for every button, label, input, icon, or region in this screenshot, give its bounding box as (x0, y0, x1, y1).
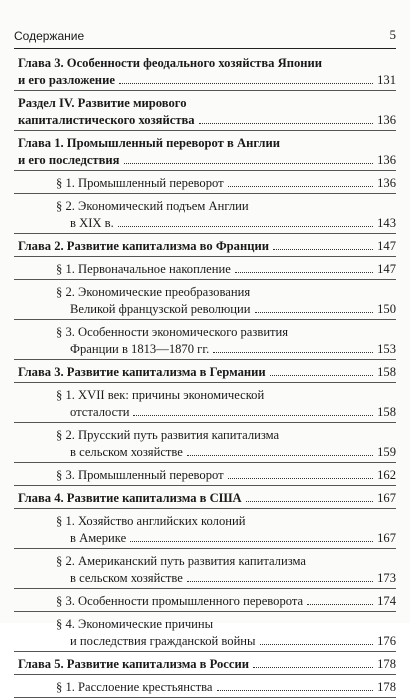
toc-entry-page: 178 (377, 680, 396, 694)
toc-entry-title-line: § 3. Особенности промышленного переворота (56, 594, 304, 608)
toc-entry-page: 167 (377, 531, 396, 545)
table-of-contents (14, 51, 396, 698)
toc-entry-title-line: § 4. Экономические причины (56, 617, 214, 631)
toc-section-entry (14, 320, 396, 360)
toc-entry-title-line: отсталости (70, 405, 130, 419)
toc-entry-title-line: Великой французской революции (70, 302, 251, 316)
dot-leader (246, 501, 373, 502)
dot-leader (255, 312, 374, 313)
toc-entry-title-line: и его разложение (18, 73, 115, 87)
toc-entry-title-line: капиталистического хозяйства (18, 113, 195, 127)
toc-entry-page: 178 (377, 657, 396, 671)
toc-section-entry (14, 549, 396, 589)
toc-entry-page: 158 (377, 405, 396, 419)
dot-leader (199, 123, 374, 124)
toc-entry-title-line: в сельском хозяйстве (70, 445, 183, 459)
toc-entry-title-line: § 2. Экономический подъем Англии (56, 199, 249, 213)
toc-entry-title-line: в сельском хозяйстве (70, 571, 183, 585)
toc-entry-title-line: Глава 2. Развитие капитализма во Франции (18, 239, 269, 253)
toc-entry-title-line: § 1. Расслоение крестьянства (56, 680, 213, 694)
toc-entry-title-line: Глава 3. Особенности феодального хозяйства Японии (18, 56, 323, 70)
toc-entry-page: 176 (377, 634, 396, 648)
toc-entry-title-line: § 1. Первоначальное накопление (56, 262, 231, 276)
toc-entry-title-line: в Америке (70, 531, 127, 545)
toc-section-entry (14, 257, 396, 280)
toc-entry-page: 147 (377, 239, 396, 253)
dot-leader (213, 352, 373, 353)
toc-entry-page: 136 (377, 176, 396, 190)
toc-entry-title-line: Глава 5. Развитие капитализма в России (18, 657, 249, 671)
toc-chapter-entry (14, 234, 396, 257)
dot-leader (273, 249, 373, 250)
toc-section-entry (14, 675, 396, 698)
toc-entry-page: 136 (377, 113, 396, 127)
dot-leader (235, 272, 373, 273)
toc-entry-title-line: Глава 1. Промышленный переворот в Англии (18, 136, 280, 150)
toc-section-entry (14, 171, 396, 194)
toc-entry-title-line: Глава 4. Развитие капитализма в США (18, 491, 242, 505)
toc-entry-title-line: в XIX в. (70, 216, 114, 230)
dot-leader (260, 644, 374, 645)
dot-leader (228, 186, 373, 187)
toc-section-entry (14, 383, 396, 423)
toc-entry-page: 150 (377, 302, 396, 316)
toc-entry-title-line: § 2. Американский путь развития капитализма (56, 554, 306, 568)
toc-section-entry (14, 509, 396, 549)
running-title: Содержание (14, 29, 85, 43)
toc-entry-page: 159 (377, 445, 396, 459)
toc-entry-title-line: Раздел IV. Развитие мирового (18, 96, 187, 110)
dot-leader (217, 690, 374, 691)
dot-leader (130, 541, 373, 542)
dot-leader (119, 83, 373, 84)
toc-section-entry (14, 589, 396, 612)
toc-section-entry (14, 612, 396, 652)
toc-chapter-entry (14, 91, 396, 131)
toc-section-entry (14, 463, 396, 486)
running-header (14, 27, 396, 49)
dot-leader (228, 478, 373, 479)
dot-leader (187, 581, 373, 582)
toc-section-entry (14, 194, 396, 234)
dot-leader (133, 415, 373, 416)
toc-entry-title-line: § 1. Промышленный переворот (56, 176, 224, 190)
dot-leader (118, 226, 373, 227)
toc-entry-page: 173 (377, 571, 396, 585)
dot-leader (307, 604, 373, 605)
toc-entry-page: 158 (377, 365, 396, 379)
toc-entry-title-line: § 2. Прусский путь развития капитализма (56, 428, 280, 442)
toc-entry-title-line: и последствия гражданской войны (70, 634, 256, 648)
toc-entry-page: 143 (377, 216, 396, 230)
toc-section-entry (14, 423, 396, 463)
toc-chapter-entry (14, 131, 396, 171)
toc-entry-title-line: Франции в 1813—1870 гг. (70, 342, 210, 356)
dot-leader (270, 375, 373, 376)
toc-chapter-entry (14, 486, 396, 509)
toc-entry-page: 174 (377, 594, 396, 608)
toc-section-entry (14, 280, 396, 320)
toc-entry-title-line: § 3. Особенности экономического развития (56, 325, 289, 339)
toc-entry-page: 136 (377, 153, 396, 167)
toc-entry-page: 153 (377, 342, 396, 356)
toc-entry-page: 162 (377, 468, 396, 482)
dot-leader (187, 455, 373, 456)
toc-entry-title-line: Глава 3. Развитие капитализма в Германии (18, 365, 266, 379)
toc-chapter-entry (14, 360, 396, 383)
toc-entry-title-line: § 1. Хозяйство английских колоний (56, 514, 246, 528)
dot-leader (124, 163, 374, 164)
toc-chapter-entry (14, 51, 396, 91)
toc-entry-title-line: § 3. Промышленный переворот (56, 468, 224, 482)
toc-entry-title-line: § 1. XVII век: причины экономической (56, 388, 265, 402)
toc-entry-page: 131 (377, 73, 396, 87)
toc-entry-page: 147 (377, 262, 396, 276)
toc-entry-page: 167 (377, 491, 396, 505)
toc-chapter-entry (14, 652, 396, 675)
page-number: 5 (389, 27, 396, 42)
toc-entry-title-line: и его последствия (18, 153, 120, 167)
dot-leader (253, 667, 373, 668)
toc-entry-title-line: § 2. Экономические преобразования (56, 285, 251, 299)
